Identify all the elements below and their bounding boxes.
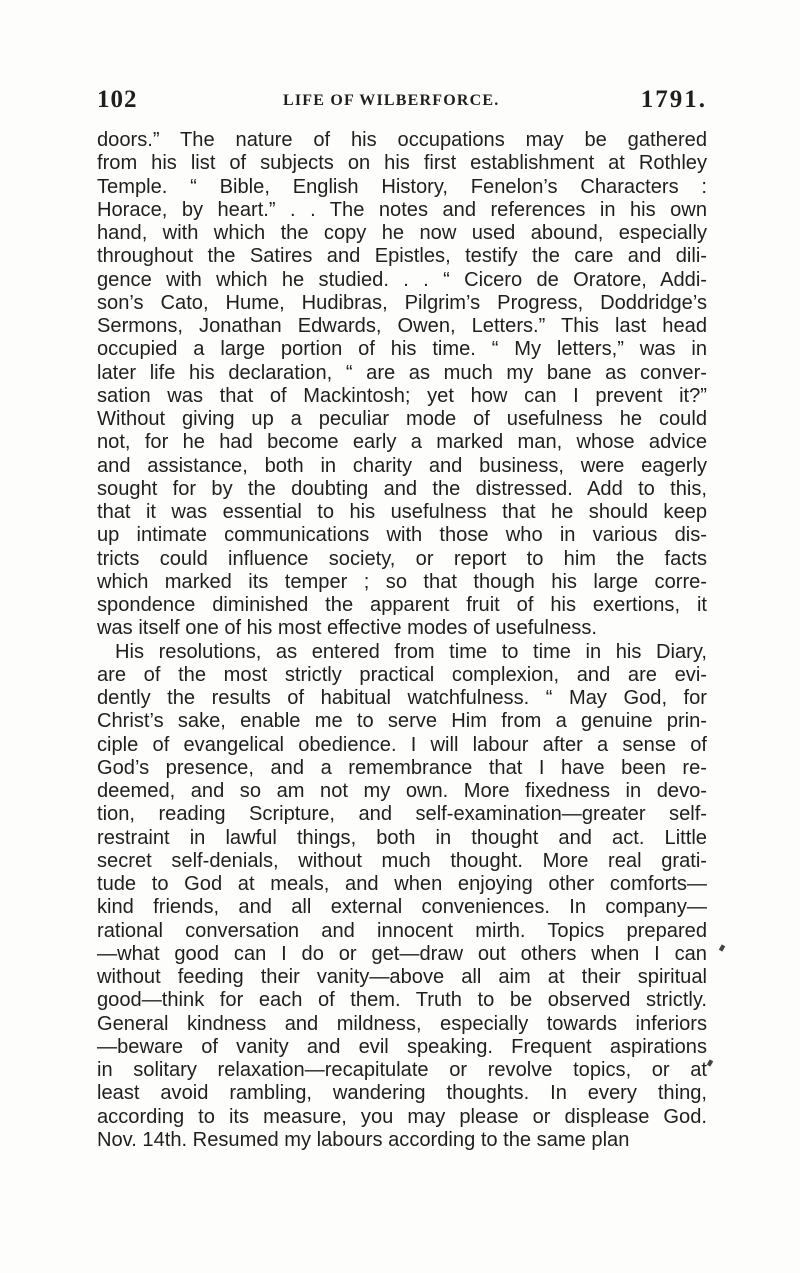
text-line: deemed, and so am not my own. More fixedness in devo- [97, 780, 707, 802]
text-line: and assistance, both in charity and business, were eagerly [97, 454, 707, 477]
text-line: hand, with which the copy he now used abound, especially [97, 222, 707, 244]
text-line: according to its measure, you may please or displease God. [97, 1105, 707, 1128]
text-line: not, for he had become early a marked man, whose advice [97, 431, 707, 454]
text-line: sation was that of Mackintosh; yet how can I prevent it?” [97, 384, 707, 407]
text-line: tude to God at meals, and when enjoying other comforts— [97, 873, 707, 895]
text-line: secret self-denials, without much thought. More real grati- [97, 849, 707, 872]
text-line: without feeding their vanity—above all aim at their spiritual [97, 966, 707, 988]
text-line: Horace, by heart.” . . The notes and references in his own [97, 198, 707, 221]
body-text [97, 129, 707, 1152]
text-line: His resolutions, as entered from time to time in his Diary, [115, 640, 707, 663]
running-title: LIFE OF WILBERFORCE. [283, 92, 500, 109]
text-line: least avoid rambling, wandering thoughts. In every thing, [97, 1082, 707, 1105]
text-line: doors.” The nature of his occupations may be gathered [97, 129, 707, 151]
stray-ink-mark [707, 1059, 713, 1066]
text-line: Christ’s sake, enable me to serve Him from a genuine prin- [97, 710, 707, 733]
header-year: 1791. [640, 86, 707, 113]
text-line: was itself one of his most effective modes of usefulness. [97, 617, 597, 640]
text-line: tion, reading Scripture, and self-examination—greater self- [97, 803, 707, 826]
text-line: General kindness and mildness, especially towards inferiors [97, 1012, 707, 1035]
text-line: spondence diminished the apparent fruit of his exertions, it [97, 594, 707, 616]
text-line: Nov. 14th. Resumed my labours according to the same plan [97, 1128, 630, 1151]
text-line: Without giving up a peculiar mode of usefulness he could [97, 408, 707, 430]
text-line: that it was essential to his usefulness that he should keep [97, 501, 707, 523]
text-line: which marked its temper ; so that though his large corre- [97, 570, 707, 593]
text-line: Sermons, Jonathan Edwards, Owen, Letters.” This last head [97, 315, 707, 337]
text-line: tricts could influence society, or report to him the facts [97, 547, 707, 570]
text-line: occupied a large portion of his time. “ My letters,” was in [97, 338, 707, 361]
stray-ink-mark [719, 944, 725, 951]
text-line: restraint in lawful things, both in thought and act. Little [97, 826, 707, 849]
text-line: up intimate communications with those who in various dis- [97, 524, 707, 547]
page-header [97, 86, 707, 116]
text-line: rational conversation and innocent mirth. Topics prepared [97, 919, 707, 942]
text-line: dently the results of habitual watchfulness. “ May God, for [97, 687, 707, 709]
text-line: from his list of subjects on his first establishment at Rothley [97, 152, 707, 175]
text-line: good—think for each of them. Truth to be observed strictly. [97, 989, 707, 1012]
text-line: kind friends, and all external conveniences. In company— [97, 896, 707, 919]
text-line: in solitary relaxation—recapitulate or revolve topics, or at [97, 1059, 707, 1081]
text-line: God’s presence, and a remembrance that I have been re- [97, 756, 707, 779]
text-line: ciple of evangelical obedience. I will labour after a sense of [97, 733, 707, 756]
text-line: gence with which he studied. . . “ Cicero de Oratore, Addi- [97, 268, 707, 291]
text-line: later life his declaration, “ are as much my bane as conver- [97, 361, 707, 384]
text-line: Temple. “ Bible, English History, Fenelon’s Characters : [97, 175, 707, 198]
text-line: throughout the Satires and Epistles, testify the care and dili- [97, 245, 707, 268]
text-line: are of the most strictly practical complexion, and are evi- [97, 663, 707, 686]
text-line: son’s Cato, Hume, Hudibras, Pilgrim’s Progress, Doddridge’s [97, 291, 707, 314]
page-number: 102 [97, 86, 138, 113]
text-line: sought for by the doubting and the distressed. Add to this, [97, 477, 707, 500]
text-line: —beware of vanity and evil speaking. Frequent aspirations [97, 1035, 707, 1058]
text-line: —what good can I do or get—draw out others when I can [97, 942, 707, 965]
